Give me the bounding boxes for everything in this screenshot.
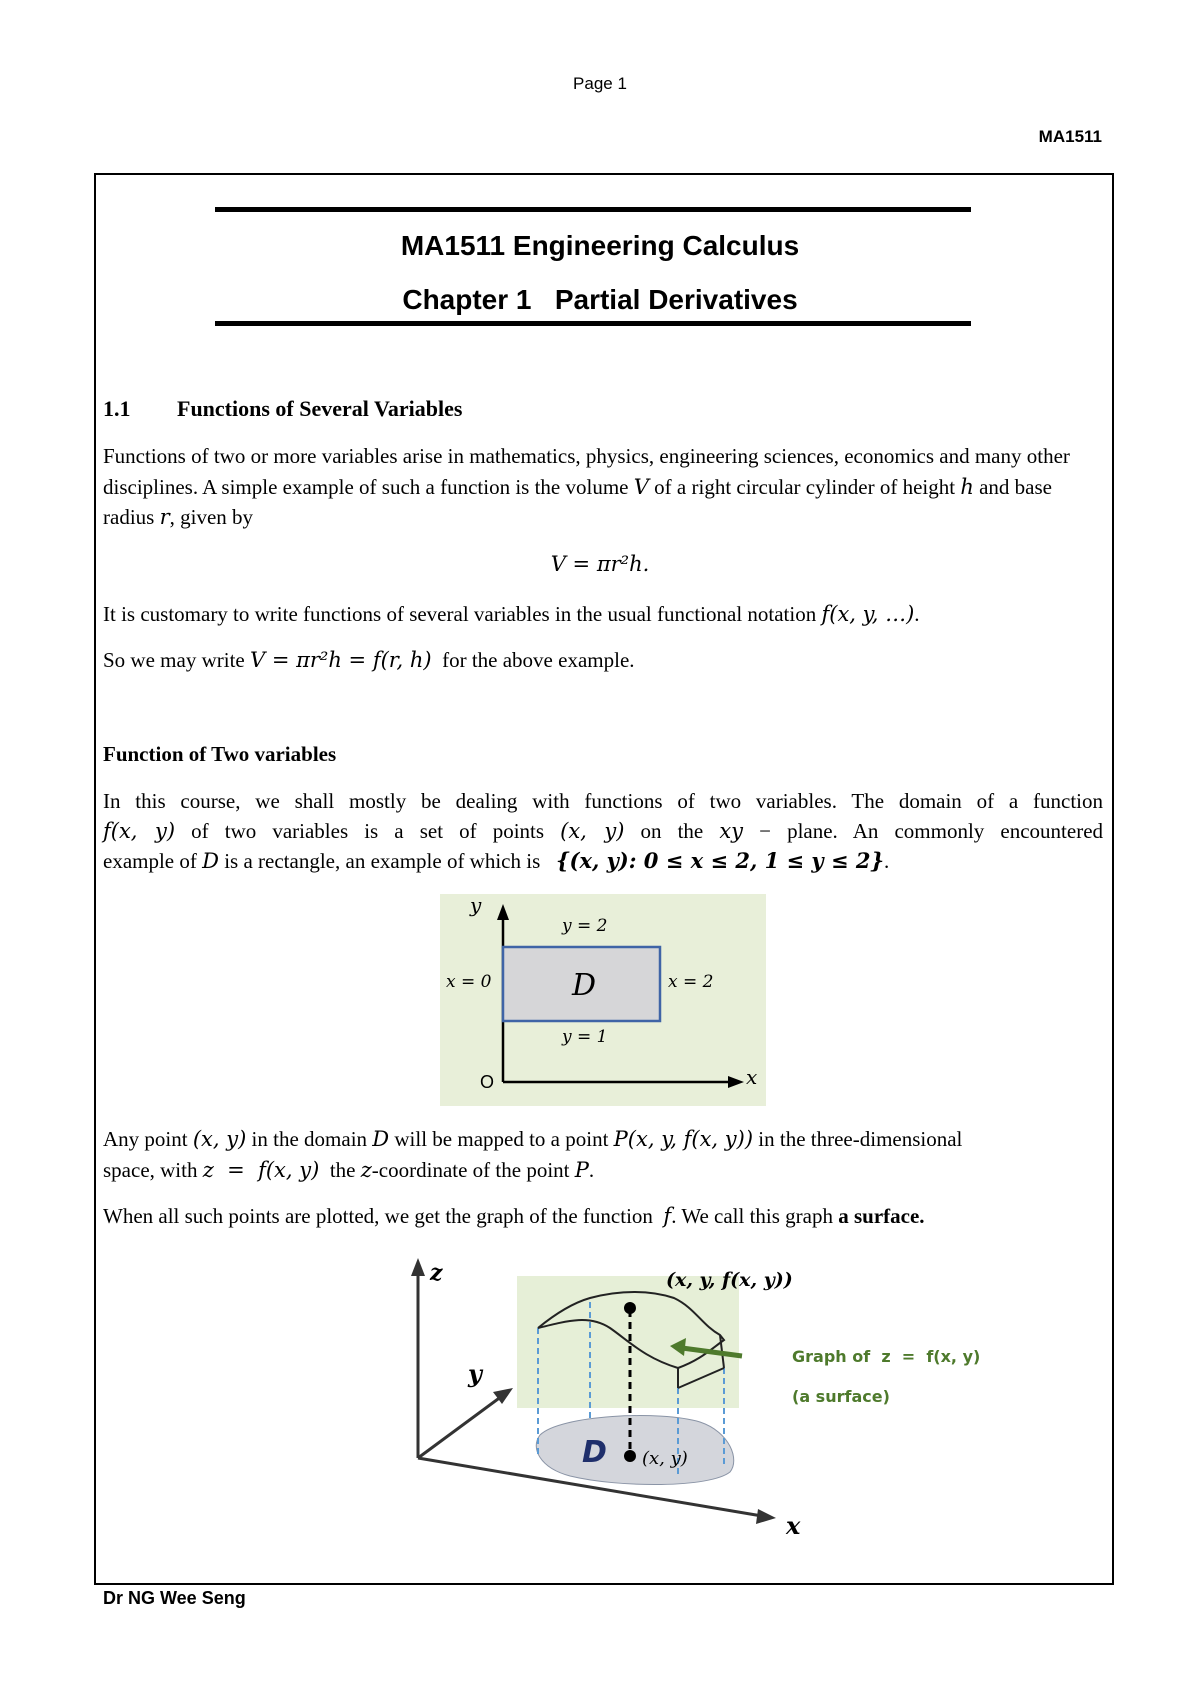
author-footer: Dr NG Wee Seng: [103, 1588, 246, 1608]
domain-line-1: In this course, we shall mostly be dealing with functions of two variables. The domain of a function: [103, 789, 1103, 813]
y-axis-label: y: [470, 894, 482, 917]
surface-point-label: (x, y, f(x, y)): [666, 1269, 793, 1291]
title-rule-bottom: [215, 321, 971, 326]
x-axis-arrowhead: [756, 1509, 776, 1524]
top-boundary-label: y = 2: [562, 916, 608, 936]
z-axis-arrowhead: [411, 1258, 425, 1276]
base-point-label: (x, y): [642, 1448, 688, 1469]
page-number: Page 1: [573, 74, 627, 93]
subsection-heading: Function of Two variables: [103, 742, 337, 766]
domain-rectangle-figure: [440, 894, 766, 1106]
y-axis-label: y: [468, 1359, 482, 1388]
y-axis-line: [418, 1396, 502, 1458]
graph-label: Graph of z = f(x, y): [792, 1347, 981, 1366]
notation-paragraph: It is customary to write functions of several variables in the usual functional notation f(x, y, …).: [103, 602, 920, 626]
domain-label: D: [582, 1435, 607, 1470]
section-title: Functions of Several Variables: [177, 396, 463, 421]
x-axis-label: x: [746, 1065, 758, 1089]
example-paragraph: So we may write V = πr²h = f(r, h) for the above example.: [103, 648, 635, 672]
domain-line-3: example of D is a rectangle, an example of which is {(x, y): 0 ≤ x ≤ 2, 1 ≤ y ≤ 2}.: [103, 848, 890, 873]
chapter-title: Chapter 1 Partial Derivatives: [402, 284, 798, 315]
domain-line-2: f(x, y) of two variables is a set of points (x, y) on the xy − plane. An commonly encountered: [103, 819, 1104, 843]
surface-point: [624, 1302, 636, 1314]
region-label: D: [572, 968, 597, 1003]
z-axis-label: z: [430, 1260, 443, 1286]
right-boundary-label: x = 2: [668, 972, 714, 992]
course-title: MA1511 Engineering Calculus: [400, 230, 800, 261]
intro-paragraph: Functions of two or more variables arise in mathematics, physics, engineering sciences, economics and many other disciplines. A simple example of such a function is the volume V of a right circular cylinder of height h and base radius r, given by: [103, 444, 1070, 529]
mapping-paragraph: Any point (x, y) in the domain D will be mapped to a point P(x, y, f(x, y)) in the three-dimensional space, with z = f(x, y) the z-coordinate of the point P.: [103, 1127, 963, 1182]
section-number: 1.1: [103, 396, 131, 421]
course-code: MA1511: [1038, 127, 1102, 146]
x-axis-label: x: [786, 1511, 801, 1540]
title-rule-top: [215, 207, 971, 212]
left-boundary-label: x = 0: [446, 972, 492, 992]
surface-paragraph: When all such points are plotted, we get the graph of the function f. We call this graph a surface.: [103, 1204, 925, 1228]
origin-label: O: [480, 1072, 495, 1092]
surface-graph-figure: [380, 1250, 1040, 1550]
bottom-boundary-label: y = 1: [562, 1027, 608, 1047]
section-heading: [103, 396, 462, 422]
base-point: [624, 1450, 636, 1462]
domain-ellipse: [536, 1416, 734, 1485]
volume-equation: V = πr²h.: [550, 552, 650, 576]
surface-label: (a surface): [792, 1387, 890, 1406]
